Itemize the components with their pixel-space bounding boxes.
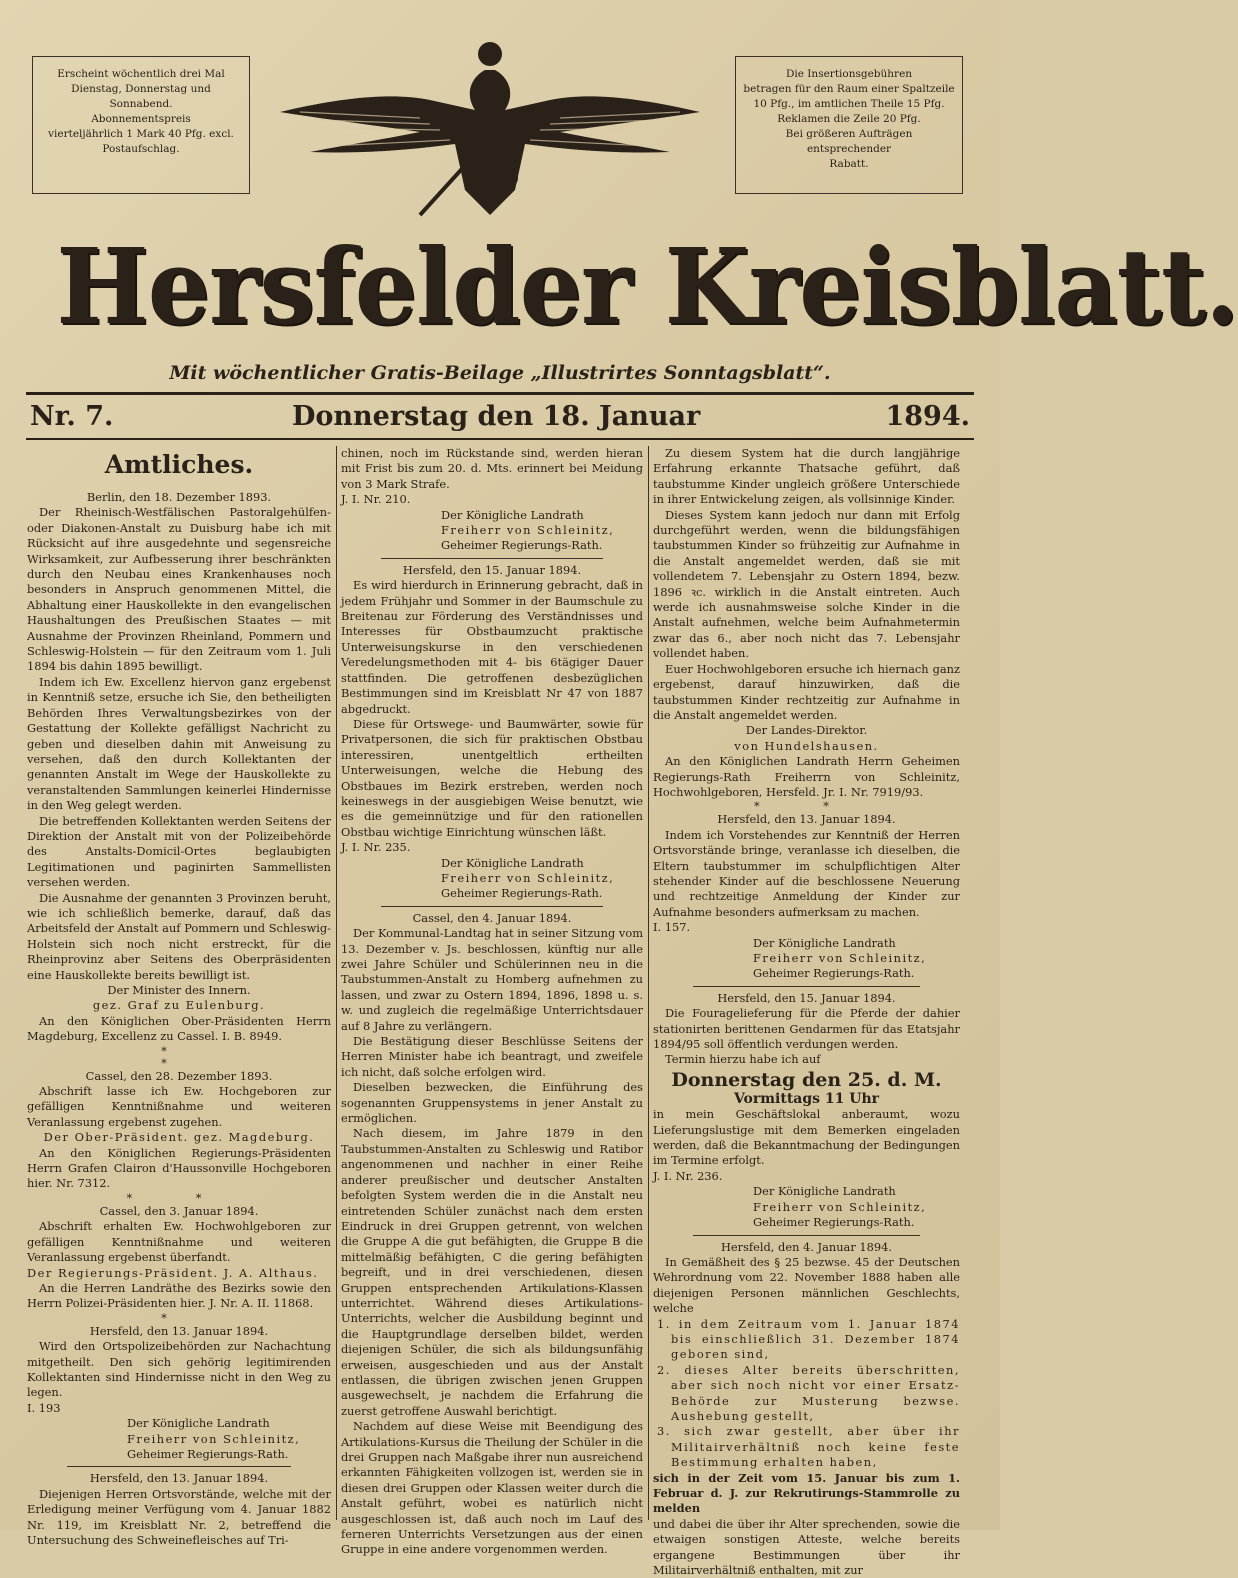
appointment-time: Vormittags 11 Uhr — [733, 1090, 880, 1107]
separator-stars: * — [161, 1310, 197, 1325]
paragraph: Euer Hochwohlgeboren ersuche ich hiernach ganz ergebenst, darauf hinzuwirken, daß die taubstummen Kinder rechtzeitig zur Aufnahme in die Anstalt angemeldet werden. — [653, 661, 960, 722]
notice-divider — [693, 986, 920, 987]
signature: Der Regierungs-Präsident. J. A. Althaus. — [27, 1265, 319, 1280]
signature: Der Ober-Präsident. gez. Magdeburg. — [43, 1130, 315, 1145]
signature: Der Minister des Innern. — [107, 983, 251, 997]
signature: Geheimer Regierungs-Rath. — [441, 886, 603, 901]
notice-date: Hersfeld, den 4. Januar 1894. — [720, 1239, 893, 1254]
rates-line: Reklamen die Zeile 20 Pfg. — [777, 113, 921, 125]
paragraph: Nachdem auf diese Weise mit Beendigung des Artikulations-Kursus die Theilung der Schüler in die drei Gruppen nach Maßgabe ihrer nun ausreichend erkannten Fähigkeiten vollzogen ist, werden sie in diesen drei Gruppen oder Klassen weiter durch die Anstalt geführt, wobei es natürlich nicht ausgeschlossen ist, daß auch noch im Lauf des ferneren Unterrichts Versetzungen aus der einen Gruppe in eine andere vorgenommen werden. — [341, 1419, 643, 1557]
signature: Freiherr von Schleinitz, — [441, 870, 615, 885]
signature: Der Landes-Direktor. — [745, 723, 868, 738]
subscription-line: Erscheint wöchentlich drei Mal — [57, 68, 225, 80]
paragraph: chinen, noch im Rückstande sind, werden hieran mit Frist bis zum 20. d. Mts. erinnert bei Meidung von 3 Mark Strafe. — [341, 446, 643, 491]
rates-line: Bei größeren Aufträgen entsprechender — [785, 128, 913, 155]
paragraph: Dieselben bezwecken, die Einführung des sogenannten Gruppensystems in jener Anstalt zu ermöglichen. — [341, 1080, 643, 1126]
column-divider — [648, 446, 649, 1520]
issue-year: 1894. — [885, 401, 970, 432]
rates-line: Rabatt. — [829, 158, 869, 170]
reference-number: I. 157. — [653, 920, 691, 935]
rates-line: betragen für den Raum einer Spaltzeile — [743, 83, 955, 95]
paragraph: Abschrift lasse ich Ew. Hochgeboren zur gefälligen Kenntnißnahme und weiteren Veranlassung ergebenst zugehen. — [27, 1084, 331, 1129]
paragraph: Der Rheinisch-Westfälischen Pastoralgehülfen- oder Diakonen-Anstalt zu Duisburg habe ich mit Rücksicht auf ihre ausgedehnte und segensreiche Wirksamkeit, zur Aufbesserung ihrer beschränkten durch den Neubau eines Krankenhauses noch besonders in Anspruch genommenen Mittel, die Abhaltung einer Hauskollekte in den evangelischen Haushaltungen des Preußischen Staates — mit Ausnahme der Provinzen Rheinland, Pommern und Schleswig-Holstein — für den Zeitraum vom 1. Juli 1894 bis dahin 1895 bewilligt. — [27, 505, 331, 674]
paragraph: Indem ich Vorstehendes zur Kenntniß der Herren Ortsvorstände bringe, veranlasse ich dieselben, die Eltern taubstummer im schulpflichtigen Alter stehender Kinder auf die beschlossene Neuerung und rechtzeitige Anmeldung der Kinder zur Aufnahme besonders aufmerksam zu machen. — [653, 827, 960, 919]
notice-date: Cassel, den 3. Januar 1894. — [99, 1203, 259, 1218]
paragraph: in mein Geschäftslokal anberaumt, wozu Lieferungslustige mit dem Bemerken eingeladen werden, daß die Bekanntmachung der Bedingungen im Termine erfolgt. — [653, 1107, 960, 1168]
list-item: 2. dieses Alter bereits überschritten, aber sich noch nicht vor einer Ersatz-Behörde zur Musterung bezwse. Aushebung gestellt, — [657, 1362, 960, 1423]
paragraph: Nach diesem, im Jahre 1879 in den Taubstummen-Anstalten zu Schleswig und Ratibor angenommenen und nachher in einer Reihe anderer preußischer und deutscher Anstalten befolgten System werden die in die Anstalt neu eintretenden Schüler zunächst nach dem ersten Eindruck in drei Gruppen getrennt, von welchen die Gruppe A die gut befähigten, die Gruppe B die mittelmäßig befähigten, C die gering befähigten begreift, und in drei verschiedenen, diesen Gruppen entsprechenden Artikulations-Klassen unterrichtet. Während dieses Artikulations-Unterrichts, welcher die Ausbildung beginnt und die Hauptgrundlage derselben bildet, werden diejenigen Schüler, die sich als bildungsunfähig erweisen, ausgeschieden und aus der Anstalt entlassen, die übrigen zwischen jenen Gruppen ausgewechselt, je nachdem die Erfahrung die zuerst getroffene Auswahl berichtigt. — [341, 1126, 643, 1418]
signature: Der Königliche Landrath — [753, 935, 896, 950]
reference-number: J. I. Nr. 236. — [653, 1168, 723, 1183]
paragraph: In Gemäßheit des § 25 bezwse. 45 der Deutschen Wehrordnung vom 22. November 1888 haben alle diejenigen Personen männlichen Geschlechts, welche — [653, 1254, 960, 1316]
bottom-rule — [26, 438, 974, 440]
paragraph: Abschrift erhalten Ew. Hochwohlgeboren zur gefälligen Kenntnißnahme und weiteren Veranlassung ergebenst überfandt. — [27, 1219, 331, 1265]
paragraph: Dieses System kann jedoch nur dann mit Erfolg durchgeführt werden, wenn die bildungsfähigen taubstummen Kinder so frühzeitig zur Aufnahme in die Anstalt angemeldet werden, daß sie mit vollendetem 7. Lebensjahr zu Ostern 1894, bezw. 1896 ꝛc. wirklich in die Anstalt eintreten. Auch werde ich ausnahmsweise solche Kinder in die Anstalt aufnehmen, welche beim Aufnahmetermin zwar das 6., aber noch nicht das 7. Lebensjahr vollendet haben. — [653, 507, 960, 661]
addressee: An den Königlichen Regierungs-Präsidenten Herrn Grafen Clairon d'Haussonville Hochgeboren hier. Nr. 7312. — [27, 1145, 331, 1191]
paragraph: Wird den Ortspolizeibehörden zur Nachachtung mitgetheilt. Den sich gehörig legitimirenden Kollektanten sind Hindernisse nicht in den Weg zu legen. — [27, 1339, 331, 1400]
notice-divider — [67, 1466, 291, 1467]
notice-date: Hersfeld, den 13. Januar 1894. — [717, 812, 896, 827]
paragraph: Der Kommunal-Landtag hat in seiner Sitzung vom 13. Dezember v. Js. beschlossen, künftig nur alle zwei Jahre Schüler und Schülerinnen neu in die Taubstummen-Anstalt zu Homberg aufnehmen zu lassen, und zwar zu Ostern 1894, 1896, 1898 u. s. w. und zugleich die regelmäßige Unterrichtsdauer auf 8 Jahre zu verlängern. — [341, 926, 643, 1033]
reference-number: J. I. Nr. 235. — [341, 840, 411, 855]
paragraph: Die betreffenden Kollektanten werden Seitens der Direktion der Anstalt mit von der Polizeibehörde des Anstalts-Domicil-Ortes beglaubigten Legitimationen und paginirten Sammellisten versehen werden. — [27, 813, 331, 890]
separator-stars: * * — [126, 1190, 232, 1205]
list-item: 1. in dem Zeitraum vom 1. Januar 1874 bis einschließlich 31. Dezember 1874 geboren sind, — [657, 1316, 960, 1362]
notice-date: Hersfeld, den 13. Januar 1894. — [89, 1323, 269, 1338]
list-item: 3. sich zwar gestellt, aber über ihr Militairverhältniß noch keine feste Bestimmung erhalten haben, — [657, 1424, 960, 1470]
signature: Freiherr von Schleinitz, — [753, 951, 927, 965]
notice-date: Hersfeld, den 15. Januar 1894. — [402, 562, 582, 577]
signature: Freiherr von Schleinitz, — [441, 523, 615, 538]
signature: Geheimer Regierungs-Rath. — [127, 1446, 289, 1461]
signature: Geheimer Regierungs-Rath. — [753, 1215, 915, 1230]
addressee: An die Herren Landräthe des Bezirks sowie den Herrn Polizei-Präsidenten hier. J. Nr. A. II. 11868. — [27, 1280, 331, 1311]
signature: von Hundelshausen. — [734, 738, 879, 753]
signature: Geheimer Regierungs-Rath. — [753, 966, 915, 981]
issue-number: Nr. 7. — [30, 401, 114, 432]
newspaper-title: Hersfelder Kreisblatt. — [56, 225, 1238, 348]
notice-date: Cassel, den 28. Dezember 1893. — [85, 1068, 273, 1083]
notice-divider — [381, 558, 603, 559]
signature: Der Königliche Landrath — [441, 855, 584, 870]
paragraph: Die Fouragelieferung für die Pferde der dahier stationirten berittenen Gendarmen für das Etatsjahr 1894/95 soll öffentlich verdungen werden. — [653, 1006, 960, 1052]
column-divider — [336, 446, 337, 1520]
subscription-line: Postaufschlag. — [102, 143, 180, 155]
addressee: An den Königlichen Landrath Herrn Geheimen Regierungs-Rath Freiherrn von Schleinitz, Hochwohlgeboren, Hersfeld. Jr. I. Nr. 7919/93. — [653, 754, 960, 799]
reference-number: I. 193 — [27, 1400, 61, 1415]
signature: Der Königliche Landrath — [753, 1184, 896, 1199]
section-heading: Amtliches. — [104, 450, 254, 479]
paragraph: Diejenigen Herren Ortsvorstände, welche mit der Erledigung meiner Verfügung vom 4. Januar 1882 Nr. 119, im Kreisblatt Nr. 2, betreffend die Untersuchung des Schweinefleisches auf Tri- — [27, 1486, 331, 1547]
signature: Der Königliche Landrath — [127, 1416, 270, 1431]
signature: Geheimer Regierungs-Rath. — [441, 538, 603, 553]
column-3 — [653, 446, 960, 1578]
separator-stars: * * — [161, 1043, 197, 1070]
rates-line: 10 Pfg., im amtlichen Theile 15 Pfg. — [753, 98, 945, 110]
notice-date: Berlin, den 18. Dezember 1893. — [86, 490, 272, 504]
paragraph: und dabei die über ihr Alter sprechenden, sowie die etwaigen sonstigen Atteste, welche bereits ergangene Bestimmungen über ihr Militairverhältniß enthalten, mit zur — [653, 1516, 960, 1578]
subscription-info-box — [32, 56, 250, 194]
signature: gez. Graf zu Eulenburg. — [92, 998, 266, 1013]
column-1 — [27, 446, 331, 1547]
notice-divider — [381, 906, 603, 907]
top-rule — [26, 392, 974, 395]
paragraph: Zu diesem System hat die durch langjährige Erfahrung erkannte Thatsache geführt, daß taubstumme Kinder ungleich größere Unterschiede in ihrer Entwickelung zeigen, als vollsinnige Kinder. — [653, 446, 960, 507]
subscription-line: Dienstag, Donnerstag und Sonnabend. — [71, 83, 211, 110]
issue-date: Donnerstag den 18. Januar — [292, 401, 701, 432]
eagle-emblem-icon — [270, 40, 710, 220]
paragraph: Indem ich Ew. Excellenz hiervon ganz ergebenst in Kenntniß setze, ersuche ich Sie, den betheiligten Behörden Ihres Verwaltungsbezirkes von der Gestattung der Kollekte gefälligst Nachricht zu geben und dieselben dahin mit Anweisung zu versehen, daß den durch Kollektanten der genannten Anstalt im Wege der Hauskollekte zu veranstaltenden Sammlungen keinerlei Hindernisse in den Weg gelegt werden. — [27, 674, 331, 813]
signature: Der Königliche Landrath — [441, 507, 584, 522]
emphasized-notice: sich in der Zeit vom 15. Januar bis zum 1. Februar d. J. zur Rekrutirungs-Stammrolle zu melden — [653, 1470, 960, 1516]
issue-line — [30, 398, 970, 436]
column-2 — [341, 446, 643, 1557]
paragraph: Termin hierzu habe ich auf — [665, 1052, 821, 1067]
addressee: An den Königlichen Ober-Präsidenten Herrn Magdeburg, Excellenz zu Cassel. I. B. 8949. — [27, 1013, 331, 1044]
signature: Freiherr von Schleinitz, — [753, 1199, 927, 1214]
notice-date: Hersfeld, den 15. Januar 1894. — [717, 990, 896, 1005]
notice-date: Hersfeld, den 13. Januar 1894. — [89, 1471, 269, 1486]
paragraph: Die Ausnahme der genannten 3 Provinzen beruht, wie ich schließlich bemerke, darauf, daß das Arbeitsfeld der Anstalt auf Pommern und Schleswig-Holstein sich noch nicht erstreckt, für die Rheinprovinz aber Seitens des Oberpräsidenten eine Hauskollekte bereits bewilligt ist. — [27, 890, 331, 982]
appointment-date: Donnerstag den 25. d. M. — [671, 1068, 942, 1091]
subscription-line: Abonnementspreis — [91, 113, 191, 125]
reference-number: J. I. Nr. 210. — [341, 492, 411, 507]
subscription-line: vierteljährlich 1 Mark 40 Pfg. excl. — [48, 128, 234, 140]
notice-date: Cassel, den 4. Januar 1894. — [412, 910, 572, 925]
advertising-rates-box — [735, 56, 963, 194]
separator-stars: * * — [753, 799, 859, 814]
notice-divider — [693, 1235, 920, 1236]
paragraph: Es wird hierdurch in Erinnerung gebracht, daß in jedem Frühjahr und Sommer in der Baumschule zu Breitenau zur Förderung des Verständnisses und Interesses für Obstbaumzucht praktische Unterweisungskurse in den verschiedenen Veredelungsmethoden mit 4- bis 6tägiger Dauer stattfinden. Die getroffenen desbezüglichen Bestimmungen sind im Kreisblatt Nr 47 von 1887 abgedruckt. — [341, 578, 643, 716]
paragraph: Diese für Ortswege- und Baumwärter, sowie für Privatpersonen, die sich für praktischen Obstbau interessiren, unentgeltlich ertheilten Unterweisungen, welche die Hebung des Obstbaues im Bezirk erstreben, werden noch keineswegs in der ausgiebigen Weise benutzt, wie es die gemeinnützige und für den rationellen Obstbau wichtige Einrichtung wünschen läßt. — [341, 716, 643, 839]
signature: Freiherr von Schleinitz, — [127, 1431, 301, 1446]
newspaper-subtitle: Mit wöchentlicher Gratis-Beilage „Illustrirtes Sonntagsblatt“. — [169, 362, 831, 384]
paragraph: Die Bestätigung dieser Beschlüsse Seitens der Herren Minister habe ich beantragt, und zweifele ich nicht, daß solche erfolgen wird. — [341, 1034, 643, 1079]
rates-line: Die Insertionsgebühren — [785, 68, 913, 80]
